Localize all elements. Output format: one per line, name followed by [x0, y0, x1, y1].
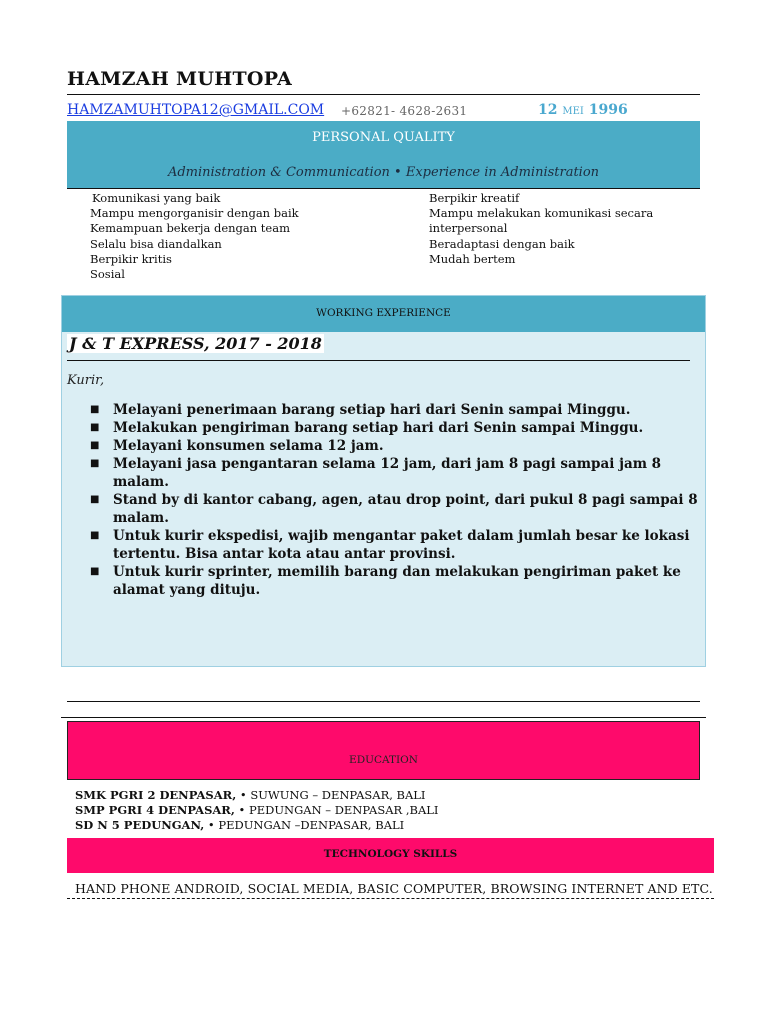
- list-item: ■ Melayani penerimaan barang setiap hari dari Senin sampai Minggu.: [90, 402, 631, 418]
- personal-quality-title: PERSONAL QUALITY: [312, 130, 455, 145]
- resume-name: HAMZAH MUHTOPA: [67, 68, 292, 90]
- phone-number: +62821- 4628-2631: [341, 104, 468, 118]
- list-item: ■ Melayani jasa pengantaran selama 12 jam, dari jam 8 pagi sampai jam 8 malam.: [90, 456, 662, 490]
- list-item: Beradaptasi dengan baik: [429, 236, 575, 251]
- list-item: Mampu melakukan komunikasi secara: [429, 206, 654, 221]
- school-name: SMK PGRI 2 DENPASAR,: [75, 788, 237, 802]
- working-experience-title: WORKING EXPERIENCE: [316, 307, 451, 319]
- bullet-icon: ■: [90, 404, 100, 415]
- section-divider: [61, 717, 706, 718]
- bullet-icon: ■: [90, 530, 100, 541]
- bullet-icon: ■: [90, 566, 100, 577]
- personal-quality-banner: [67, 121, 700, 188]
- bullet-icon: ■: [90, 422, 100, 433]
- list-item: Kemampuan bekerja dengan team: [90, 221, 290, 236]
- quality-list-right: [429, 191, 653, 267]
- section-divider: [67, 701, 700, 702]
- education-title: EDUCATION: [349, 754, 418, 766]
- list-item: [75, 788, 438, 803]
- school-location: • PEDUNGAN –DENPASAR, BALI: [204, 818, 405, 832]
- school-location: • PEDUNGAN – DENPASAR ,BALI: [234, 803, 439, 817]
- job-role: Kurir,: [67, 373, 105, 388]
- bullet-icon: ■: [90, 440, 100, 451]
- technology-skills-title: TECHNOLOGY SKILLS: [323, 848, 458, 860]
- list-item: Selalu bisa diandalkan: [90, 236, 222, 251]
- bullet-icon: ■: [90, 494, 100, 505]
- bullet-icon: ■: [90, 458, 100, 469]
- school-list: [75, 788, 438, 833]
- dob-month: MEI: [562, 106, 584, 117]
- dob-year: 1996: [588, 102, 628, 118]
- personal-quality-divider: [67, 188, 700, 189]
- list-item: Sosial: [90, 267, 125, 282]
- list-item: Mudah bertem: [429, 251, 516, 266]
- dob-day: 12: [538, 102, 558, 118]
- date-of-birth: [538, 102, 628, 118]
- school-location: • SUWUNG – DENPASAR, BALI: [236, 788, 426, 802]
- quality-list-left: [90, 191, 299, 282]
- school-name: SD N 5 PEDUNGAN,: [75, 818, 205, 832]
- school-name: SMP PGRI 4 DENPASAR,: [75, 803, 235, 817]
- education-banner: [67, 721, 700, 780]
- list-item: Komunikasi yang baik: [92, 191, 221, 205]
- working-experience-header: [62, 296, 705, 332]
- duty-list: [88, 401, 698, 599]
- technology-skills-banner: [67, 838, 714, 873]
- dashed-divider: [67, 898, 714, 899]
- list-item: interpersonal: [429, 221, 508, 236]
- list-item: Mampu mengorganisir dengan baik: [90, 206, 299, 221]
- list-item: ■ Melayani konsumen selama 12 jam.: [90, 438, 384, 454]
- list-item: Berpikir kreatif: [429, 191, 520, 205]
- list-item: ■ Untuk kurir sprinter, memilih barang dan melakukan pengiriman paket ke alamat yang dituju.: [90, 564, 681, 598]
- list-item: [75, 803, 438, 818]
- list-item: ■ Stand by di kantor cabang, agen, atau drop point, dari pukul 8 pagi sampai 8 malam.: [90, 492, 698, 526]
- list-item: ■ Melakukan pengiriman barang setiap hari dari Senin sampai Minggu.: [90, 420, 644, 436]
- list-item: [75, 818, 438, 833]
- list-item: Berpikir kritis: [90, 251, 172, 266]
- personal-quality-subtitle: Administration & Communication • Experience in Administration: [167, 165, 600, 180]
- job-title: J & T EXPRESS, 2017 - 2018: [69, 334, 322, 353]
- email-link[interactable]: HAMZAMUHTOPA12@GMAIL.COM: [67, 102, 325, 118]
- list-item: ■ Untuk kurir ekspedisi, wajib mengantar paket dalam jumlah besar ke lokasi tertentu. Bisa antar kota atau antar provinsi.: [90, 528, 690, 562]
- job-divider: [67, 360, 690, 361]
- technology-skills-text: HAND PHONE ANDROID, SOCIAL MEDIA, BASIC COMPUTER, BROWSING INTERNET AND ETC.: [75, 881, 713, 896]
- header-divider: [67, 94, 700, 95]
